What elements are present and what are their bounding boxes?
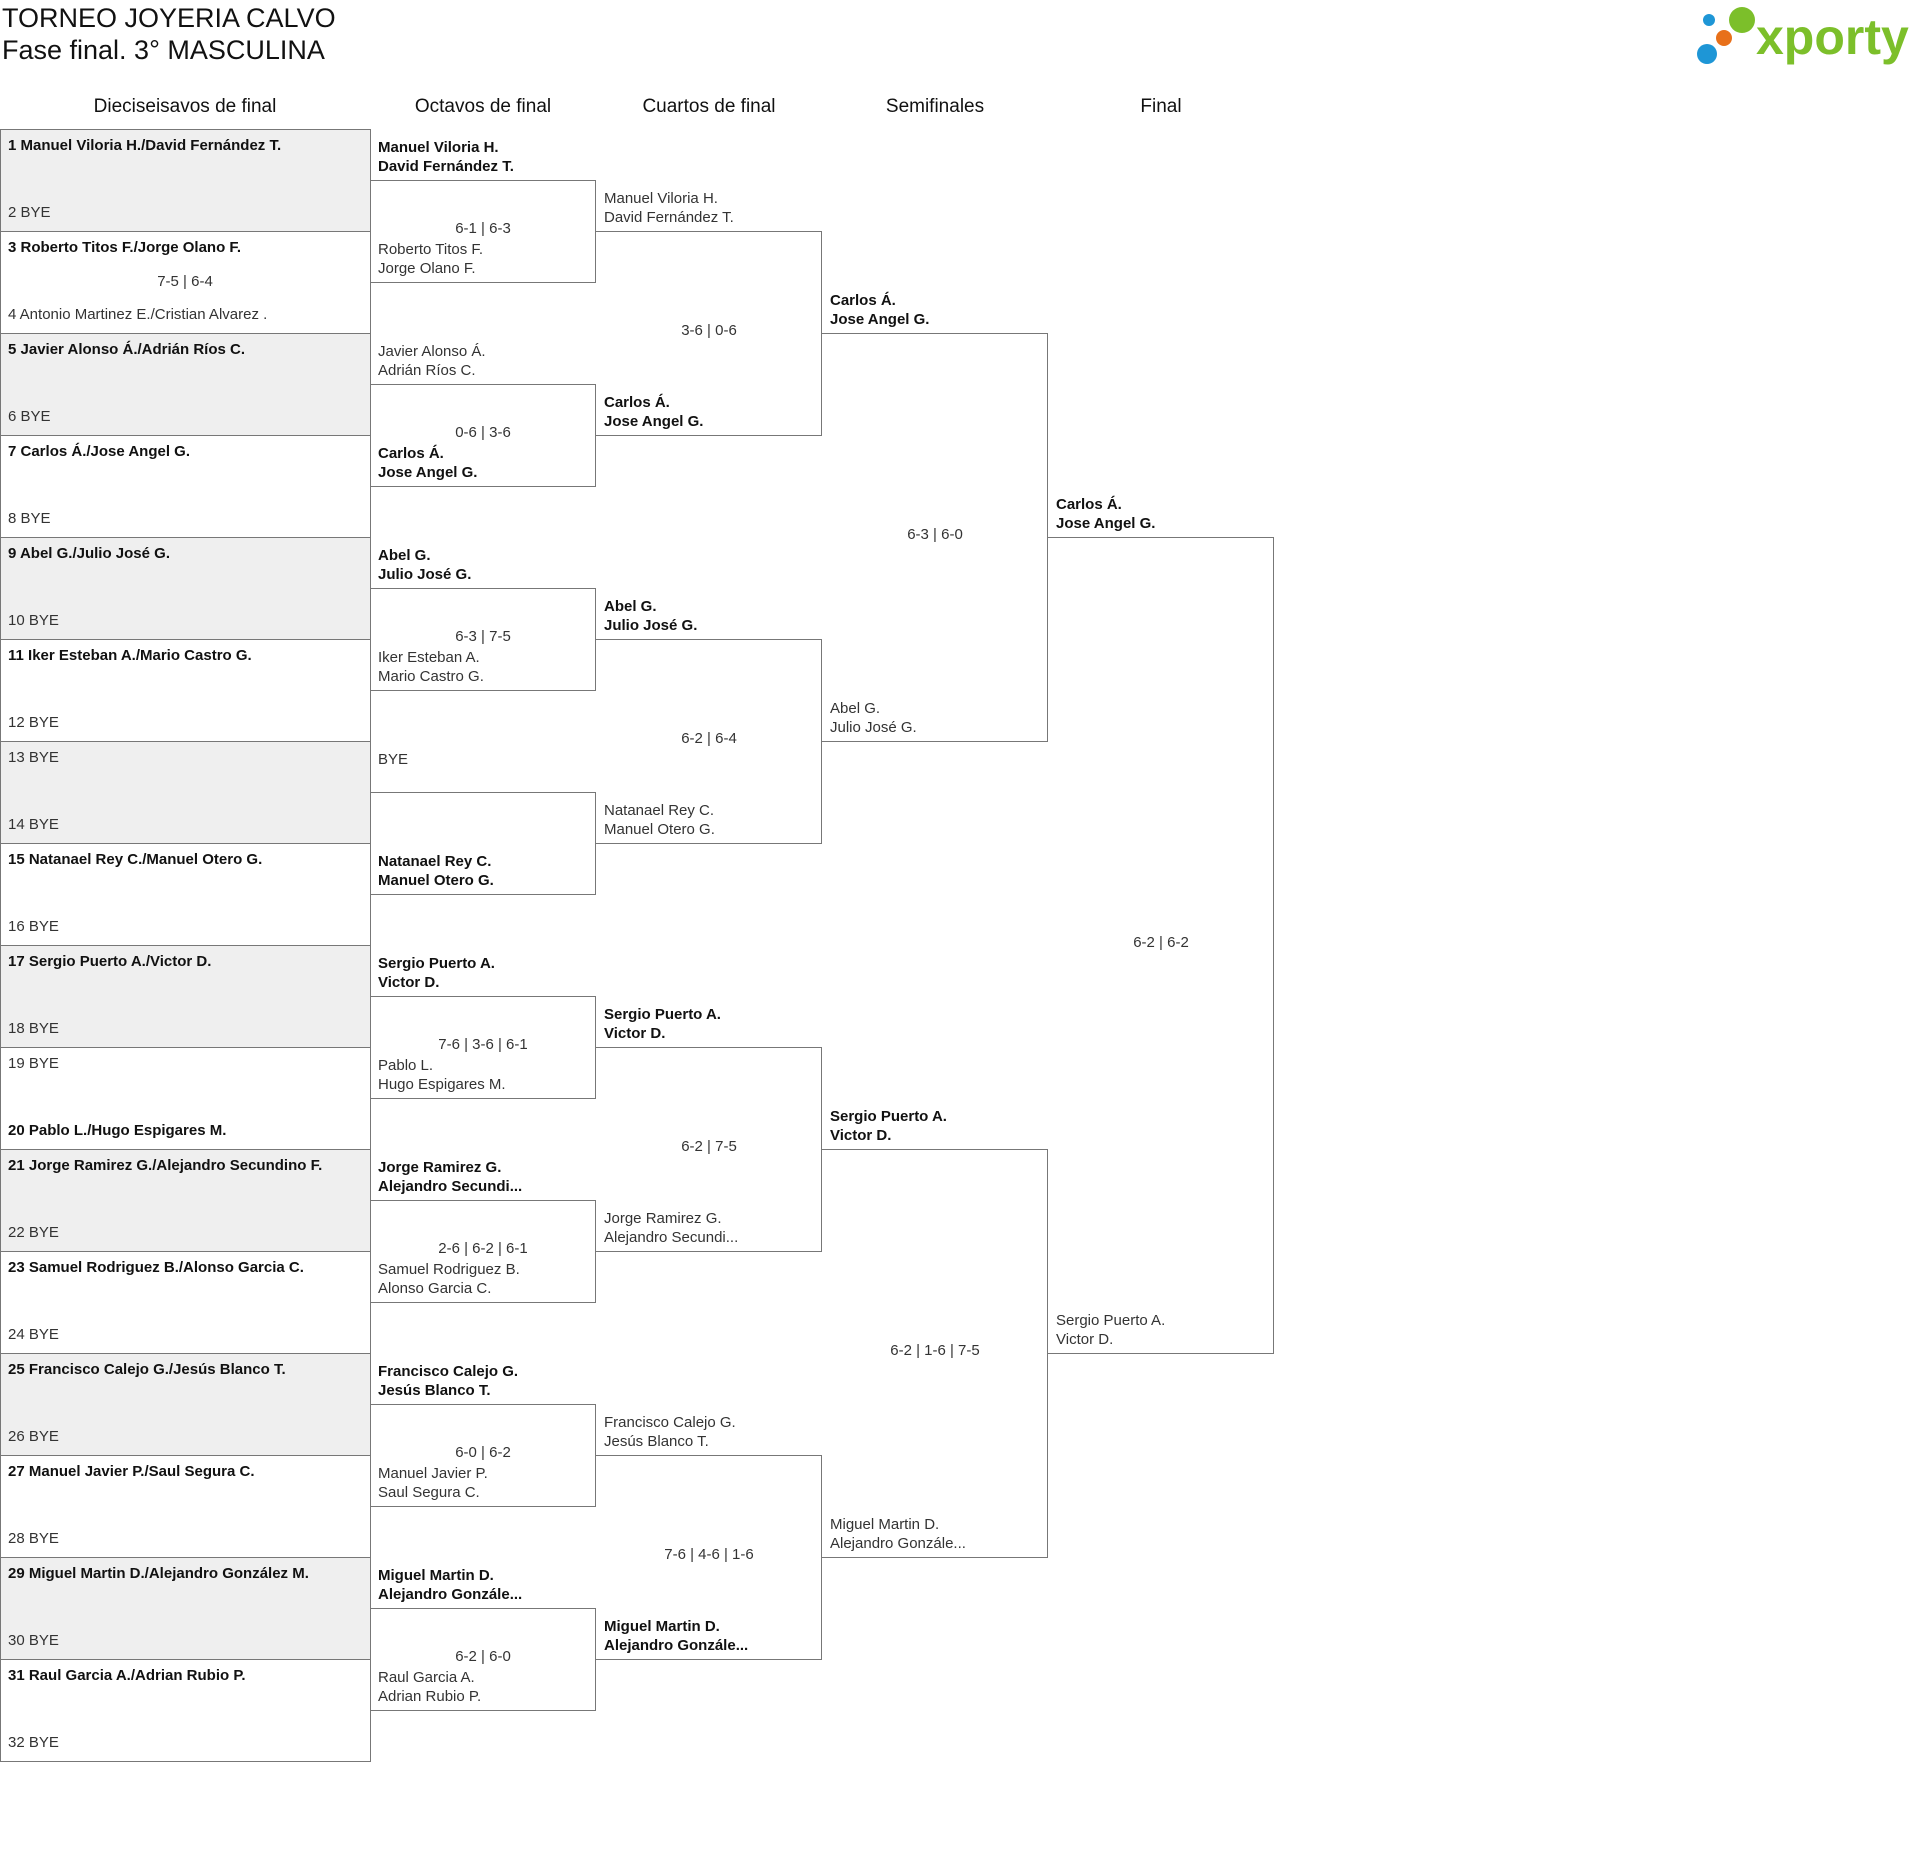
round-header-qf: Cuartos de final xyxy=(642,96,776,117)
round-header-sf: Semifinales xyxy=(885,96,985,117)
team-name: Alejandro Gonzále... xyxy=(604,1637,749,1654)
seed-entry: 29 Miguel Martin D./Alejandro González M. xyxy=(8,1565,309,1582)
logo-text: xporty xyxy=(1756,9,1909,65)
bracket-line xyxy=(370,894,596,895)
round-header-r16: Octavos de final xyxy=(414,96,552,117)
seed-entry: 27 Manuel Javier P./Saul Segura C. xyxy=(8,1463,255,1480)
team-name: Saul Segura C. xyxy=(378,1484,480,1501)
team-name: Miguel Martin D. xyxy=(830,1516,940,1533)
team-name: Pablo L. xyxy=(378,1057,434,1074)
team-name: Alejandro Gonzále... xyxy=(378,1586,523,1603)
bracket-line xyxy=(596,435,822,436)
team-name: Jorge Ramirez G. xyxy=(604,1210,722,1227)
match-score: 6-2 | 7-5 xyxy=(681,1138,737,1155)
bracket-line xyxy=(1048,1353,1274,1354)
seed-entry: 6 BYE xyxy=(8,408,51,425)
bracket-line xyxy=(370,282,596,283)
team-name: Javier Alonso Á. xyxy=(378,343,486,360)
bracket-line xyxy=(370,792,596,793)
team-name: Mario Castro G. xyxy=(378,668,484,685)
team-name: Jesús Blanco T. xyxy=(378,1382,491,1399)
team-name: Julio José G. xyxy=(378,566,472,583)
match-score: 6-3 | 6-0 xyxy=(907,526,963,543)
bracket-line xyxy=(370,1710,596,1711)
team-name: Roberto Titos F. xyxy=(378,241,484,258)
seed-entry: 21 Jorge Ramirez G./Alejandro Secundino F. xyxy=(8,1157,323,1174)
match-score: 6-2 | 6-4 xyxy=(681,730,737,747)
team-name: Julio José G. xyxy=(604,617,698,634)
team-name: Natanael Rey C. xyxy=(604,802,715,819)
bracket-line xyxy=(370,1404,596,1405)
seed-entry: 23 Samuel Rodriguez B./Alonso Garcia C. xyxy=(8,1259,304,1276)
seed-entry: 12 BYE xyxy=(8,714,59,731)
bracket-line xyxy=(596,843,822,844)
match-score: 6-1 | 6-3 xyxy=(455,220,511,237)
seed-entry: 7 Carlos Á./Jose Angel G. xyxy=(8,443,190,460)
bracket-line xyxy=(596,639,822,640)
team-name: Sergio Puerto A. xyxy=(378,955,495,972)
phase-title: Fase final. 3° MASCULINA xyxy=(2,35,325,65)
bracket-line xyxy=(596,1455,822,1456)
match-score: 6-3 | 7-5 xyxy=(455,628,511,645)
team-name: Julio José G. xyxy=(830,719,917,736)
seed-entry: 18 BYE xyxy=(8,1020,59,1037)
tournament-title: TORNEO JOYERIA CALVO xyxy=(2,3,336,33)
bracket-line xyxy=(370,1506,596,1507)
bracket-line xyxy=(596,1047,822,1048)
bracket-line xyxy=(370,690,596,691)
team-name: Abel G. xyxy=(830,700,881,717)
seed-entry: 32 BYE xyxy=(8,1734,59,1751)
seed-entry: 25 Francisco Calejo G./Jesús Blanco T. xyxy=(8,1361,286,1378)
team-name: Jose Angel G. xyxy=(604,413,704,430)
team-name: Jorge Ramirez G. xyxy=(378,1159,502,1176)
seed-entry: 31 Raul Garcia A./Adrian Rubio P. xyxy=(8,1667,246,1684)
seed-entry: 19 BYE xyxy=(8,1055,59,1072)
team-name: Adrian Rubio P. xyxy=(378,1688,482,1705)
team-name: Raul Garcia A. xyxy=(378,1669,475,1686)
bracket-line xyxy=(596,231,822,232)
team-name: Francisco Calejo G. xyxy=(604,1414,736,1431)
seed-entry: 14 BYE xyxy=(8,816,59,833)
team-name: Sergio Puerto A. xyxy=(830,1108,947,1125)
bracket-line xyxy=(370,1098,596,1099)
round-header-r32: Dieciseisavos de final xyxy=(93,96,277,117)
team-name: Manuel Viloria H. xyxy=(378,139,499,156)
match-score: 7-5 | 6-4 xyxy=(157,273,213,290)
bracket-line xyxy=(596,1659,822,1660)
seed-entry: 9 Abel G./Julio José G. xyxy=(8,545,170,562)
team-name: Adrián Ríos C. xyxy=(378,362,476,379)
match-score: 7-6 | 3-6 | 6-1 xyxy=(438,1036,528,1053)
match-score: 7-6 | 4-6 | 1-6 xyxy=(664,1546,754,1563)
team-name: Abel G. xyxy=(378,547,431,564)
seed-entry: 24 BYE xyxy=(8,1326,59,1343)
team-name: Victor D. xyxy=(378,974,440,991)
seed-entry: 15 Natanael Rey C./Manuel Otero G. xyxy=(8,851,263,868)
team-name: Sergio Puerto A. xyxy=(604,1006,721,1023)
team-name: Carlos Á. xyxy=(604,394,670,411)
team-name: Alonso Garcia C. xyxy=(378,1280,492,1297)
bracket-line xyxy=(370,486,596,487)
team-name: Francisco Calejo G. xyxy=(378,1363,519,1380)
match-score: 3-6 | 0-6 xyxy=(681,322,737,339)
bracket-line xyxy=(370,384,596,385)
team-name: Carlos Á. xyxy=(378,445,444,462)
team-name: Carlos Á. xyxy=(830,292,896,309)
seed-entry: 28 BYE xyxy=(8,1530,59,1547)
team-name: David Fernández T. xyxy=(378,158,514,175)
seed-entry: 4 Antonio Martinez E./Cristian Alvarez . xyxy=(8,306,268,323)
team-name: Alejandro Secundi... xyxy=(604,1229,739,1246)
seed-entry: 3 Roberto Titos F./Jorge Olano F. xyxy=(8,239,242,256)
round-header-final: Final xyxy=(1140,96,1182,117)
team-name: Miguel Martin D. xyxy=(378,1567,494,1584)
team-name: Manuel Viloria H. xyxy=(604,190,718,207)
team-name: BYE xyxy=(378,751,409,768)
seed-entry: 17 Sergio Puerto A./Victor D. xyxy=(8,953,212,970)
team-name: Jose Angel G. xyxy=(1056,515,1156,532)
match-score: 0-6 | 3-6 xyxy=(455,424,511,441)
match-score: 6-2 | 6-2 xyxy=(1133,934,1189,951)
seed-entry: 8 BYE xyxy=(8,510,51,527)
team-name: David Fernández T. xyxy=(604,209,734,226)
team-name: Samuel Rodriguez B. xyxy=(378,1261,520,1278)
bracket-line xyxy=(1048,537,1274,538)
team-name: Hugo Espigares M. xyxy=(378,1076,506,1093)
bracket-line xyxy=(822,1149,1048,1150)
bracket-line xyxy=(370,1608,596,1609)
match-score: 2-6 | 6-2 | 6-1 xyxy=(438,1240,528,1257)
bracket-line xyxy=(370,996,596,997)
team-name: Victor D. xyxy=(1056,1331,1114,1348)
seed-entry: 22 BYE xyxy=(8,1224,59,1241)
team-name: Miguel Martin D. xyxy=(604,1618,720,1635)
team-name: Jose Angel G. xyxy=(830,311,930,328)
seed-entry: 30 BYE xyxy=(8,1632,59,1649)
seed-entry: 10 BYE xyxy=(8,612,59,629)
seed-entry: 1 Manuel Viloria H./David Fernández T. xyxy=(8,137,282,154)
team-name: Carlos Á. xyxy=(1056,496,1122,513)
team-name: Manuel Otero G. xyxy=(378,872,494,889)
team-name: Abel G. xyxy=(604,598,657,615)
team-name: Jorge Olano F. xyxy=(378,260,476,277)
seed-entry: 13 BYE xyxy=(8,749,59,766)
seed-entry: 26 BYE xyxy=(8,1428,59,1445)
match-score: 6-0 | 6-2 xyxy=(455,1444,511,1461)
seed-entry: 20 Pablo L./Hugo Espigares M. xyxy=(8,1122,227,1139)
team-name: Alejandro Gonzále... xyxy=(830,1535,966,1552)
bracket-line xyxy=(370,1200,596,1201)
bracket-line xyxy=(370,588,596,589)
team-name: Jesús Blanco T. xyxy=(604,1433,709,1450)
bracket-line xyxy=(822,741,1048,742)
seed-entry: 16 BYE xyxy=(8,918,59,935)
bracket-line xyxy=(822,333,1048,334)
match-score: 6-2 | 1-6 | 7-5 xyxy=(890,1342,980,1359)
seed-entry: 2 BYE xyxy=(8,204,51,221)
team-name: Manuel Otero G. xyxy=(604,821,715,838)
team-name: Victor D. xyxy=(830,1127,892,1144)
team-name: Iker Esteban A. xyxy=(378,649,480,666)
seed-entry: 11 Iker Esteban A./Mario Castro G. xyxy=(8,647,252,664)
team-name: Manuel Javier P. xyxy=(378,1465,488,1482)
bracket-line xyxy=(596,1251,822,1252)
match-score: 6-2 | 6-0 xyxy=(455,1648,511,1665)
team-name: Alejandro Secundi... xyxy=(378,1178,523,1195)
team-name: Sergio Puerto A. xyxy=(1056,1312,1166,1329)
team-name: Jose Angel G. xyxy=(378,464,478,481)
team-name: Natanael Rey C. xyxy=(378,853,492,870)
bracket-line xyxy=(370,1302,596,1303)
bracket-line xyxy=(822,1557,1048,1558)
bracket-line xyxy=(370,180,596,181)
seed-entry: 5 Javier Alonso Á./Adrián Ríos C. xyxy=(8,341,246,358)
team-name: Victor D. xyxy=(604,1025,666,1042)
